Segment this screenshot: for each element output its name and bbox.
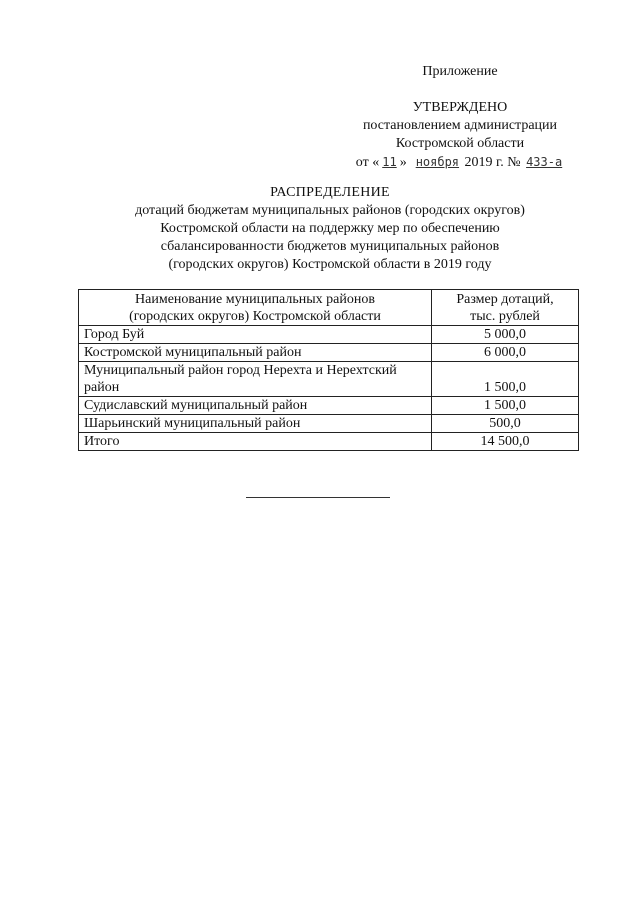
total-value: 14 500,0 [432, 433, 579, 451]
row-name: Шарьинский муниципальный район [79, 415, 432, 433]
document-heading [90, 184, 570, 274]
row-value: 1 500,0 [432, 397, 579, 415]
table-row [79, 415, 579, 433]
date-prefix: от « [355, 155, 380, 170]
appendix-label: Приложение [422, 64, 498, 79]
row-name: Город Буй [79, 326, 432, 344]
date-day: 11 [382, 155, 397, 169]
table-header-row [79, 290, 579, 326]
end-divider [246, 497, 390, 498]
column-header-name-line-2: (городских округов) Костромской области [129, 309, 381, 324]
row-value: 6 000,0 [432, 344, 579, 362]
row-value: 1 500,0 [432, 362, 579, 397]
heading-line-1: дотаций бюджетам муниципальных районов (городских округов) [135, 203, 525, 218]
document-title: РАСПРЕДЕЛЕНИЕ [270, 185, 390, 200]
column-header-value [432, 290, 579, 326]
table-row [79, 326, 579, 344]
total-label: Итого [79, 433, 432, 451]
row-name: Судиславский муниципальный район [79, 397, 432, 415]
column-header-value-line-1: Размер дотаций, [456, 292, 554, 307]
column-header-name-line-1: Наименование муниципальных районов [135, 292, 375, 307]
row-value: 500,0 [432, 415, 579, 433]
heading-line-3: сбалансированности бюджетов муниципальных районов [160, 239, 500, 254]
approval-date-line [330, 153, 590, 172]
approved-by-line-2: Костромской области [395, 136, 525, 151]
column-header-name [79, 290, 432, 326]
heading-line-2: Костромской области на поддержку мер по обеспечению [160, 221, 500, 236]
date-separator: » [399, 155, 407, 170]
table-row [79, 397, 579, 415]
approval-block [330, 63, 590, 172]
row-value: 5 000,0 [432, 326, 579, 344]
heading-line-4: (городских округов) Костромской области в 2019 году [168, 257, 492, 272]
date-month: ноября [415, 155, 460, 169]
column-header-value-line-2: тыс. рублей [470, 309, 540, 324]
table-row [79, 344, 579, 362]
approved-by-line-1: постановлением администрации [362, 118, 558, 133]
approved-label: УТВЕРЖДЕНО [412, 100, 508, 115]
distribution-table [78, 289, 579, 451]
date-year: 2019 г. № [464, 155, 521, 170]
row-name: Муниципальный район город Нерехта и Нерехтский район [79, 362, 432, 397]
row-name: Костромской муниципальный район [79, 344, 432, 362]
table-total-row [79, 433, 579, 451]
document-number: 433-а [526, 155, 563, 169]
table-row [79, 362, 579, 397]
